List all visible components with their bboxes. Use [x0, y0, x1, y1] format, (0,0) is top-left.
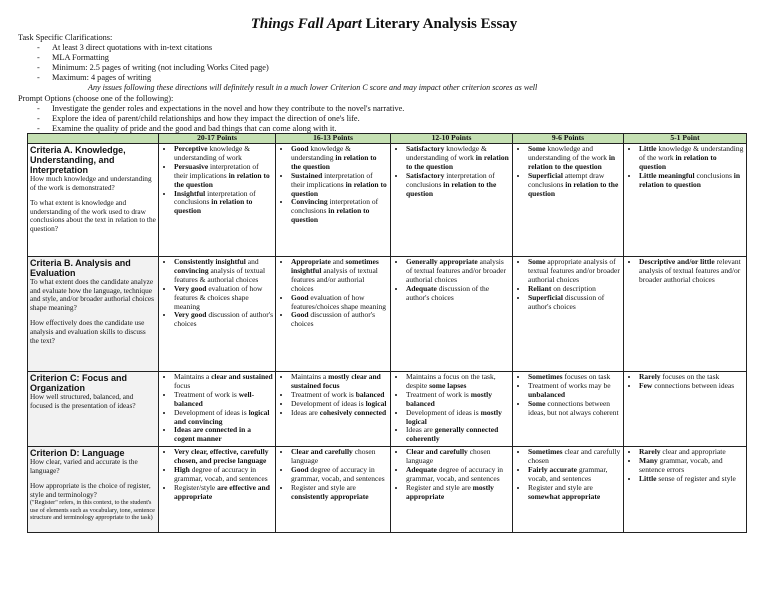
criterion-questions — [30, 278, 156, 345]
page-title — [0, 16, 768, 33]
descriptor-item: • Very good discussion of author's choices — [174, 311, 273, 329]
descriptor-item: • Descriptive and/or little relevant analysis of textual features and/or broader authorial choices — [639, 258, 744, 285]
descriptor-cell — [391, 372, 513, 447]
descriptor-cell — [276, 257, 391, 372]
descriptor-item: • Ideas are connected in a cogent manner — [174, 426, 273, 444]
criterion-name: Criteria A. Knowledge, Understanding, and Interpretation — [30, 145, 126, 175]
descriptor-item: • Some connections between ideas, but not always coherent — [528, 400, 621, 418]
descriptor-cell — [159, 257, 276, 372]
criterion-row — [28, 257, 747, 372]
descriptor-item: • Treatment of work is mostly balanced — [406, 391, 510, 409]
header-blank — [28, 134, 159, 144]
descriptor-cell — [513, 447, 624, 533]
descriptor-item: • Adequate discussion of the author's choices — [406, 285, 510, 303]
descriptor-item: • Superficial discussion of author's choices — [528, 294, 621, 312]
criterion-cell — [28, 144, 159, 257]
criterion-cell — [28, 447, 159, 533]
criterion-note: ("Register" refers, in this context, to the student's use of elements such as vocabulary, tone, sentence structure and terminology appropriate to the task) — [30, 499, 155, 521]
descriptor-item: • Convincing interpretation of conclusions in relation to question — [291, 198, 388, 225]
descriptor-cell — [159, 447, 276, 533]
descriptor-cell — [391, 447, 513, 533]
descriptor-item: • Perceptive knowledge & understanding of work — [174, 145, 273, 163]
criterion-cell — [28, 257, 159, 372]
descriptor-item: • Appropriate and sometimes insightful analysis of textual features and/or authorial choices — [291, 258, 388, 294]
descriptor-item: • Little sense of register and style — [639, 475, 744, 484]
descriptor-cell — [624, 257, 747, 372]
criterion-question: To what extent is knowledge and understanding of the work used to draw conclusions about the text in relation to the question? — [30, 198, 156, 233]
title-book-name: Things Fall Apart — [250, 16, 362, 32]
descriptor-item: • Sometimes clear and carefully chosen — [528, 448, 621, 466]
descriptor-item: • Reliant on description — [528, 285, 621, 294]
descriptor-cell — [276, 372, 391, 447]
descriptor-item: • Adequate degree of accuracy in grammar, vocab, and sentences — [406, 466, 510, 484]
task-clarifications — [18, 33, 269, 83]
criterion-row — [28, 144, 747, 257]
task-item: - Minimum: 2.5 pages of writing (not including Works Cited page) — [18, 63, 269, 73]
descriptor-cell — [159, 372, 276, 447]
task-warning: Any issues following these directions will definitely result in a much lower Criterion C score and may impact other criterion scores as well — [88, 83, 538, 92]
descriptor-item: • Clear and carefully chosen language — [406, 448, 510, 466]
descriptor-item: • Very clear, effective, carefully chosen, and precise language — [174, 448, 273, 466]
criterion-question: To what extent does the candidate analyze and evaluate how the language, technique and style, and/or broader authorial choices shape meaning? — [30, 277, 155, 312]
descriptor-item: • Fairly accurate grammar, vocab, and sentences — [528, 466, 621, 484]
descriptor-item: • Persuasive interpretation of their implications in relation to the question — [174, 163, 273, 190]
descriptor-item: • Rarely focuses on the task — [639, 373, 744, 382]
descriptor-item: • Ideas are generally connected coherently — [406, 426, 510, 444]
descriptor-item: • Treatment of work is well-balanced — [174, 391, 273, 409]
descriptor-item: • Development of ideas is mostly logical — [406, 409, 510, 427]
column-header: 9-6 Points — [513, 134, 624, 144]
criterion-question: How much knowledge and understanding of the work is demonstrated? — [30, 174, 152, 192]
descriptor-cell — [513, 144, 624, 257]
descriptor-item: • Register and style are mostly appropriate — [406, 484, 510, 502]
rubric-header-row — [28, 134, 747, 144]
descriptor-cell — [624, 144, 747, 257]
column-header: 20-17 Points — [159, 134, 276, 144]
title-rest: Literary Analysis Essay — [361, 16, 518, 32]
descriptor-item: • Clear and carefully chosen language — [291, 448, 388, 466]
column-header: 5-1 Point — [624, 134, 747, 144]
descriptor-item: • Little knowledge & understanding of the work in relation to question — [639, 145, 744, 172]
descriptor-item: • Register and style are somewhat appropriate — [528, 484, 621, 502]
descriptor-cell — [276, 144, 391, 257]
descriptor-item: • Maintains a clear and sustained focus — [174, 373, 273, 391]
descriptor-item: • High degree of accuracy in grammar, vocab, and sentences — [174, 466, 273, 484]
descriptor-item: • Sometimes focuses on task — [528, 373, 621, 382]
descriptor-item: • Development of ideas is logical and convincing — [174, 409, 273, 427]
descriptor-item: • Good degree of accuracy in grammar, vocab, and sentences — [291, 466, 388, 484]
descriptor-cell — [391, 144, 513, 257]
criterion-name: Criterion D: Language — [30, 448, 125, 458]
descriptor-item: • Superficial attempt draw conclusions in relation to the question — [528, 172, 621, 199]
descriptor-item: • Register and style are consistently appropriate — [291, 484, 388, 502]
descriptor-item: • Few connections between ideas — [639, 382, 744, 391]
prompt-item: - Explore the idea of parent/child relationships and how they impact the direction of one's life. — [18, 114, 404, 124]
column-header: 16-13 Points — [276, 134, 391, 144]
descriptor-item: • Ideas are cohesively connected — [291, 409, 388, 418]
descriptor-item: • Generally appropriate analysis of textual features and/or broader authorial choices — [406, 258, 510, 285]
criterion-name: Criterion C: Focus and Organization — [30, 373, 128, 393]
descriptor-item: • Treatment of works may be unbalanced — [528, 382, 621, 400]
descriptor-item: • Some appropriate analysis of textual features and/or broader authorial choices — [528, 258, 621, 285]
descriptor-item: • Very good evaluation of how features & choices shape meaning — [174, 285, 273, 312]
descriptor-cell — [159, 144, 276, 257]
criterion-name: Criteria B. Analysis and Evaluation — [30, 258, 131, 278]
criterion-questions — [30, 458, 156, 499]
descriptor-item: • Good knowledge & understanding in relation to the question — [291, 145, 388, 172]
prompt-options — [18, 94, 404, 134]
criterion-row — [28, 372, 747, 447]
descriptor-cell — [276, 447, 391, 533]
descriptor-item: • Rarely clear and appropriate — [639, 448, 744, 457]
descriptor-item: • Some knowledge and understanding of the work in relation to the question — [528, 145, 621, 172]
prompt-item: - Examine the quality of pride and the good and bad things that can come along with it. — [18, 124, 404, 134]
criterion-question: How appropriate is the choice of register, style and terminology? — [30, 481, 151, 499]
descriptor-item: • Development of ideas is logical — [291, 400, 388, 409]
criterion-row — [28, 447, 747, 533]
descriptor-item: • Satisfactory knowledge & understanding of work in relation to the question — [406, 145, 510, 172]
descriptor-cell — [624, 372, 747, 447]
descriptor-item: • Register/style are effective and appropriate — [174, 484, 273, 502]
descriptor-item: • Many grammar, vocab, and sentence errors — [639, 457, 744, 475]
task-item: - At least 3 direct quotations with in-text citations — [18, 43, 269, 53]
task-item: - MLA Formatting — [18, 53, 269, 63]
descriptor-item: • Treatment of work is balanced — [291, 391, 388, 400]
prompt-item: - Investigate the gender roles and expectations in the novel and how they contribute to the novel's narrative. — [18, 104, 404, 114]
descriptor-item: • Good evaluation of how features/choices shape meaning — [291, 294, 388, 312]
criterion-questions — [30, 175, 156, 234]
descriptor-cell — [513, 257, 624, 372]
column-header: 12-10 Points — [391, 134, 513, 144]
descriptor-item: • Little meaningful conclusions in relation to question — [639, 172, 744, 190]
descriptor-item: • Good discussion of author's choices — [291, 311, 388, 329]
criterion-question: How effectively does the candidate use analysis and evaluation skills to discuss the text? — [30, 318, 146, 345]
task-heading: Task Specific Clarifications: — [18, 33, 113, 42]
task-item: - Maximum: 4 pages of writing — [18, 73, 269, 83]
rubric-table — [27, 133, 747, 533]
criterion-question: How clear, varied and accurate is the language? — [30, 457, 138, 475]
prompt-heading: Prompt Options (choose one of the following): — [18, 94, 174, 103]
descriptor-item: • Satisfactory interpretation of conclusions in relation to the question — [406, 172, 510, 199]
descriptor-item: • Insightful interpretation of conclusions in relation to question — [174, 190, 273, 217]
descriptor-item: • Consistently insightful and convincing analysis of textual features & authorial choices — [174, 258, 273, 285]
criterion-question: How well structured, balanced, and focused is the presentation of ideas? — [30, 392, 136, 410]
descriptor-item: • Maintains a mostly clear and sustained focus — [291, 373, 388, 391]
descriptor-cell — [513, 372, 624, 447]
descriptor-cell — [391, 257, 513, 372]
criterion-cell — [28, 372, 159, 447]
descriptor-item: • Maintains a focus on the task, despite some lapses — [406, 373, 510, 391]
descriptor-item: • Sustained interpretation of their implications in relation to question — [291, 172, 388, 199]
descriptor-cell — [624, 447, 747, 533]
criterion-questions — [30, 393, 156, 410]
